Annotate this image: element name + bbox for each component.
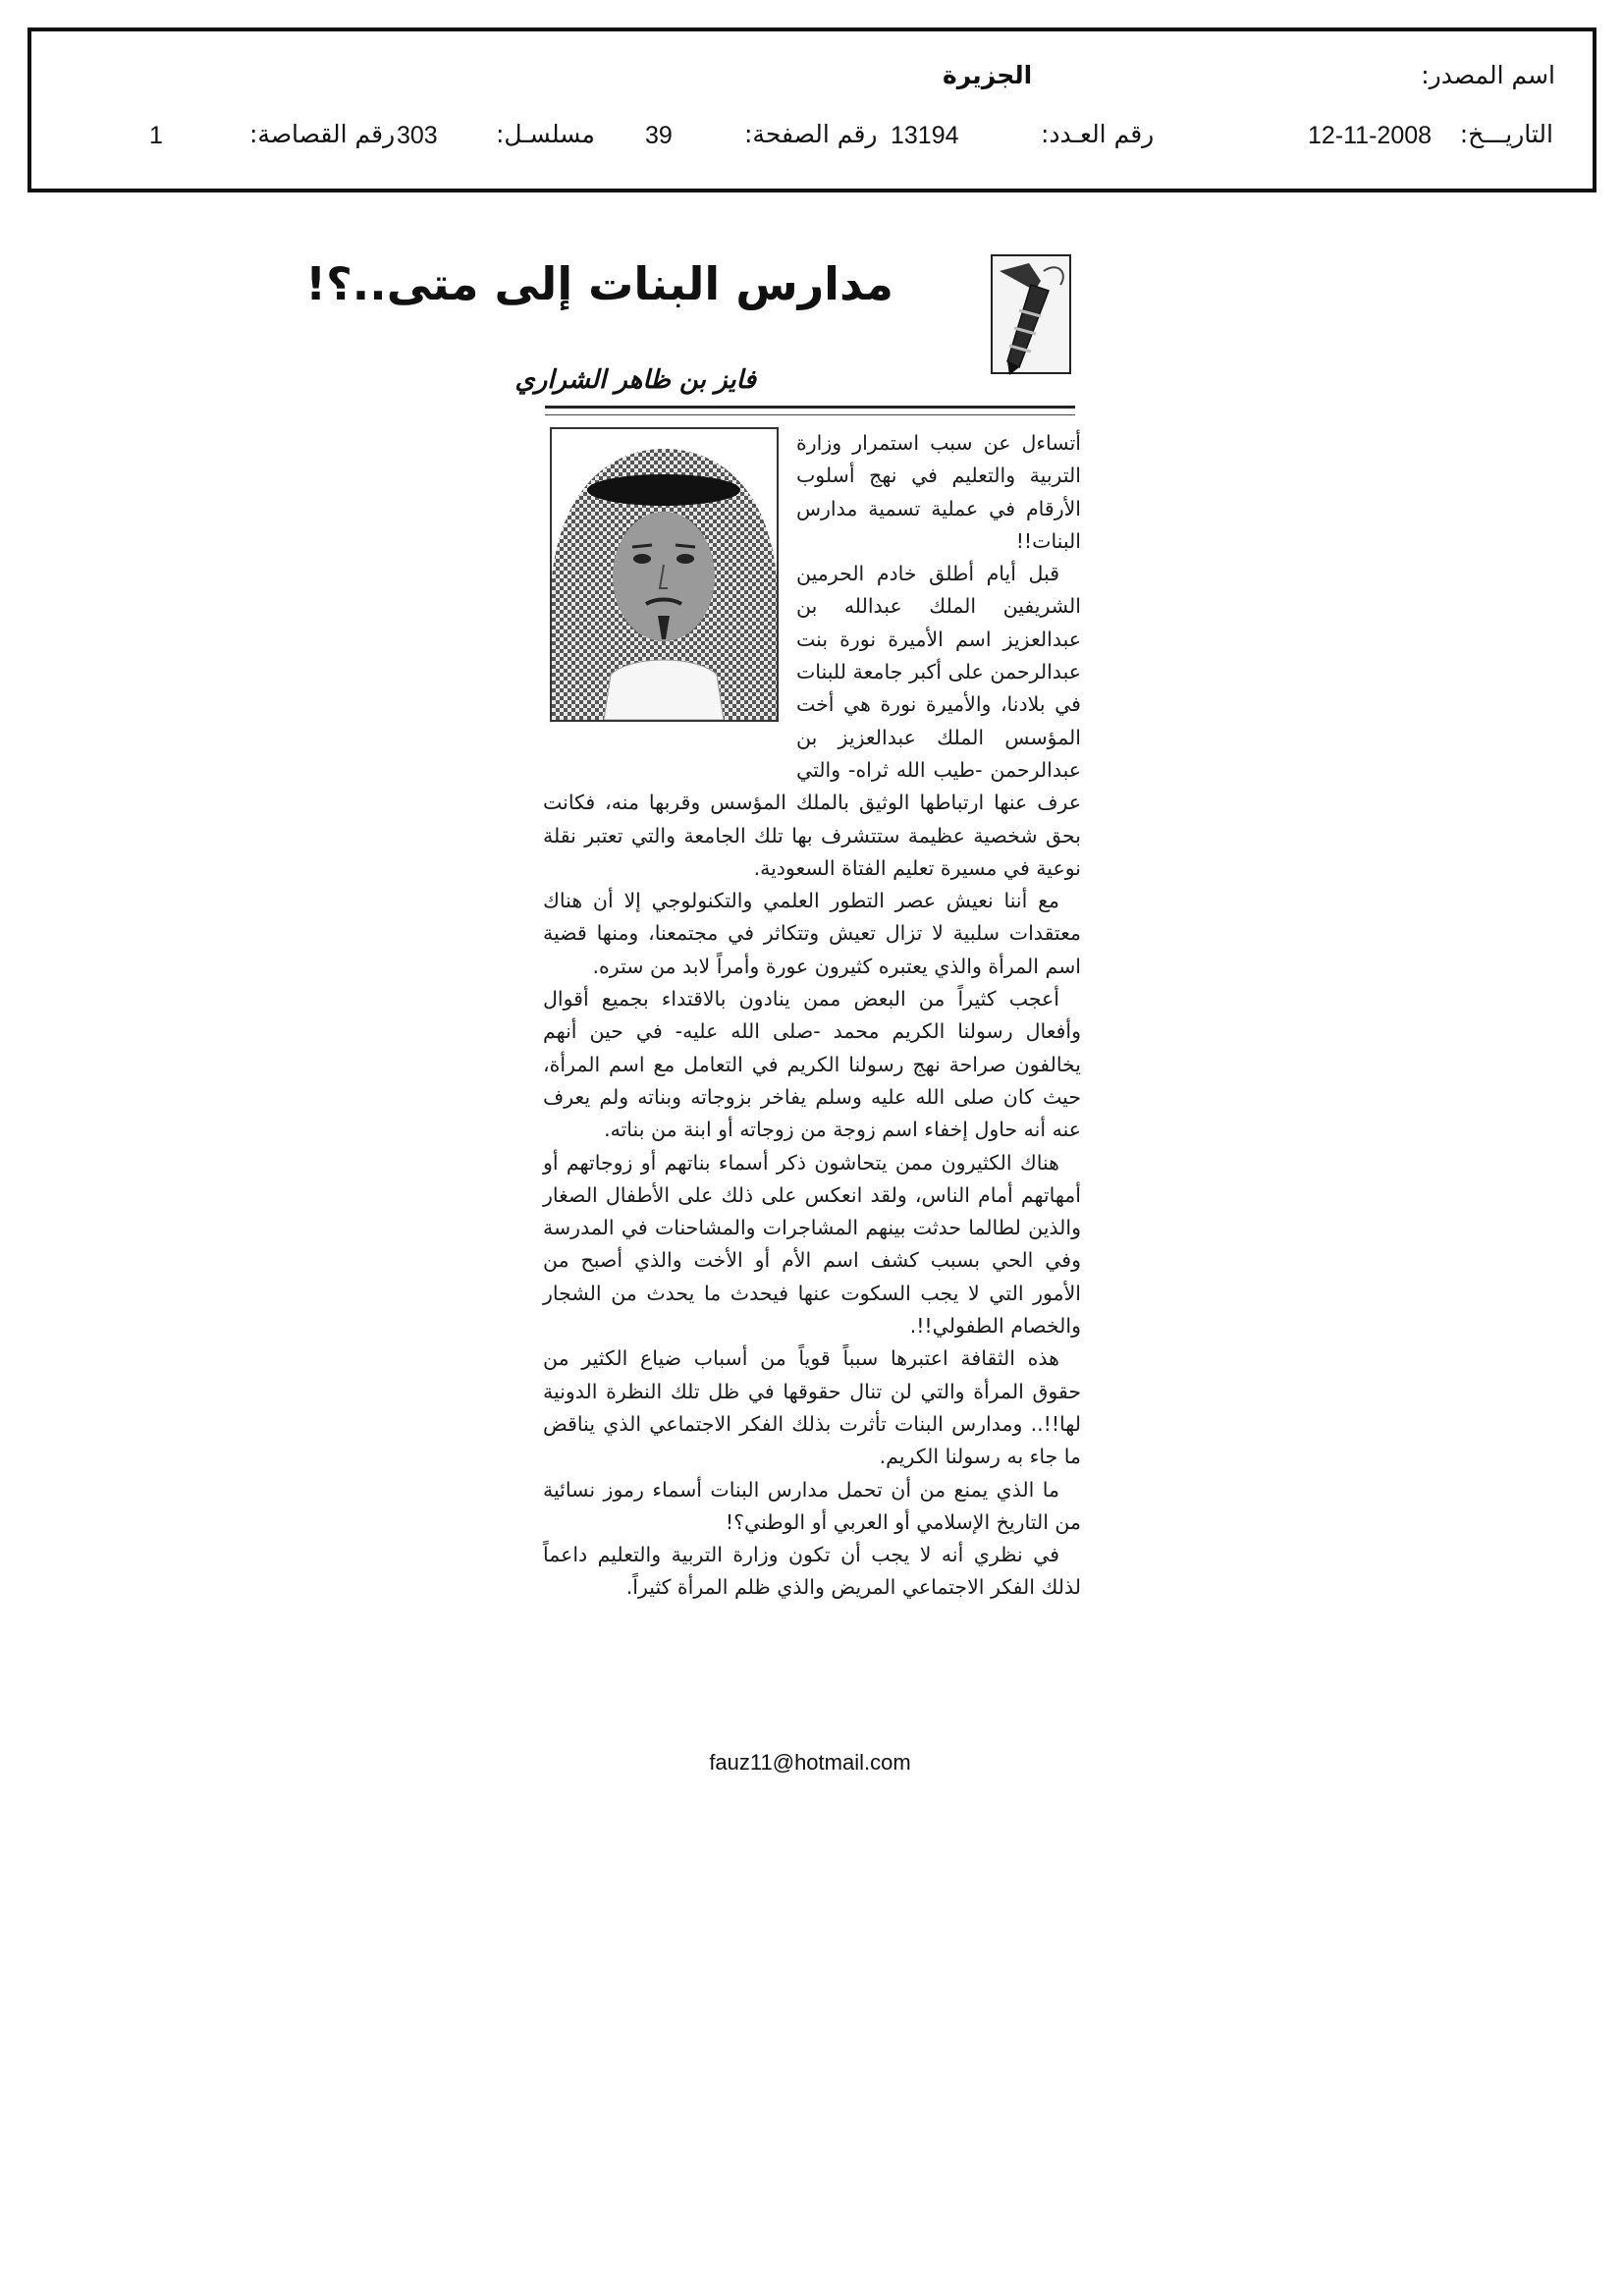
article-paragraph: أعجب كثيراً من البعض ممن ينادون بالاقتداء بجميع أقوال وأفعال رسولنا الكريم محمد -صلى الله عليه- في حين أنهم يخالفون صراحة نهج رسولنا الكريم في التعامل مع اسم المرأة، حيث كان صلى الله عليه وسلم يفاخر بزوجاته وبناته ولم يعرف عنه أنه حاول إخفاء اسم زوجة من زوجاته أو ابنة من بناته. (543, 987, 1081, 1142)
article-paragraph: أتساءل عن سبب استمرار وزارة التربية والتعليم في نهج أسلوب الأرقام في عملية تسمية مدارس البنات!! (796, 431, 1081, 553)
article-paragraph: مع أننا نعيش عصر التطور العلمي والتكنولوجي إلا أن هناك معتقدات سلبية لا تزال تعيش وتتكاثر في مجتمعنا، ومنها قضية اسم المرأة والذي يعتبره كثيرون عورة وأمراً لابد من ستره. (543, 889, 1081, 978)
title-rule-thin (545, 414, 1075, 415)
article-paragraph: هذه الثقافة اعتبرها سبباً قوياً من أسباب ضياع الكثير من حقوق المرأة والتي لن تنال حقوقها في ظل تلك النظرة الدونية لها!!.. ومدارس البنات تأثرت بذلك الفكر الاجتماعي الذي يناقض ما جاء به رسولنا الكريم. (543, 1346, 1081, 1469)
article-paragraph: ما الذي يمنع من أن تحمل مدارس البنات أسماء رموز نسائية من التاريخ الإسلامي أو العربي أو الوطني؟! (543, 1477, 1081, 1534)
author-byline: فايز بن ظاهر الشراري (514, 365, 756, 395)
article-paragraph: قبل أيام أطلق خادم الحرمين الشريفين الملك عبدالله بن عبدالعزيز اسم الأميرة نورة بنت عبدالرحمن على أكبر جامعة للبنات في بلادنا، والأميرة نورة هي أخت المؤسس الملك عبدالعزيز بن عبدالرحمن -طيب الله ثراه- والتي عرف عنها ارتباطها الوثيق بالملك المؤسس وقربها منه، فكانت بحق شخصية عظيمة ستتشرف بها تلك الجامعة والتي تعتبر نقلة نوعية في مسيرة تعليم الفتاة السعودية. (543, 562, 1081, 880)
clipping-value: 1 (149, 122, 163, 149)
date-value: 12-11-2008 (1308, 122, 1433, 149)
date-label: التاريـــخ: (1459, 120, 1553, 148)
serial-value: 303 (397, 122, 438, 149)
author-email: fauz11@hotmail.com (709, 1750, 911, 1775)
serial-label: مسلسـل: (496, 120, 595, 148)
issue-value: 13194 (891, 122, 959, 149)
issue-label: رقم العـدد: (1041, 120, 1155, 148)
source-label: اسم المصدر: (1421, 61, 1555, 89)
article-paragraph: في نظري أنه لا يجب أن تكون وزارة التربية والتعليم داعماً لذلك الفكر الاجتماعي المريض والذي ظلم المرأة كثيراً. (543, 1543, 1081, 1600)
page-value: 39 (645, 122, 673, 149)
title-rule (545, 406, 1075, 409)
pen-icon (990, 251, 1074, 377)
source-value: الجزيرة (943, 61, 1033, 89)
clipping-label: رقم القصاصة: (249, 120, 396, 148)
article-title: مدارس البنات إلى متى..؟! (305, 257, 893, 310)
page-label: رقم الصفحة: (744, 120, 878, 148)
article-body (543, 427, 1081, 1733)
article-paragraph: هناك الكثيرون ممن يتحاشون ذكر أسماء بناتهم أو زوجاتهم أو أمهاتهم أمام الناس، ولقد انعكس على ذلك على الأطفال الصغار والذين لطالما حدثت بينهم المشاجرات والمشاحنات في المدرسة وفي الحي بسبب كشف اسم الأم أو الأخت والذي أصبح من الأمور التي لا يجب السكوت عنها فيحدث ما يحدث من الشجار والخصام الطفولي!!. (543, 1150, 1081, 1339)
header-box (27, 27, 1596, 192)
photo-spacer (543, 427, 796, 759)
